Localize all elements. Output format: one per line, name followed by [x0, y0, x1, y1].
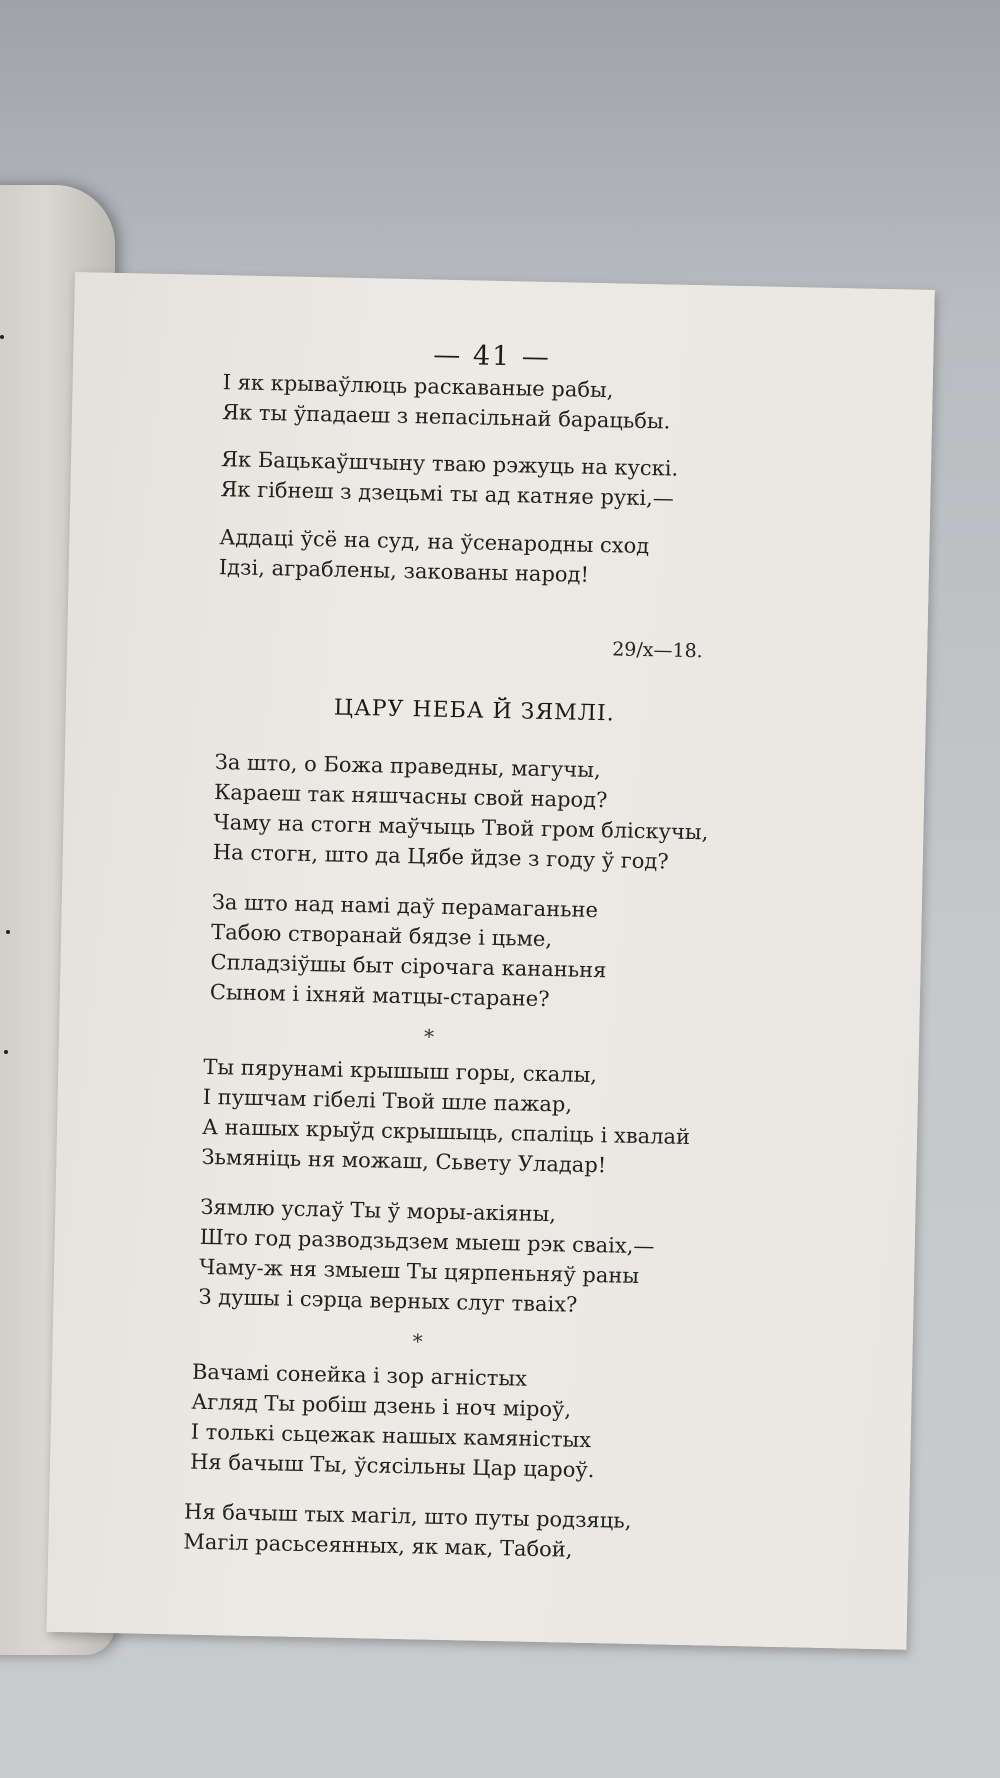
poem-date: 29/x—18.: [611, 638, 703, 663]
verse-line: Караеш так няшчасны свой народ?: [213, 780, 608, 813]
poem-title: ЦАРУ НЕБА Й ЗЯМЛІ.: [333, 695, 615, 727]
verse-line: Ты пярунамі крышыш горы, скалы,: [203, 1054, 598, 1088]
verse-line: А нашых крыўд скрышыць, спаліць і хвалай: [201, 1114, 691, 1150]
verse-line: Аддаці ўсё на суд, на ўсенародны сход: [219, 525, 650, 559]
verse-line: Як Бацькаўшчыну тваю рэжуць на кускі.: [220, 447, 679, 481]
verse-line: Вачамі сонейка і зор агністых: [191, 1359, 528, 1391]
ink-mark: [0, 335, 4, 339]
verse-line: Што год разводзьдзем мыеш рэк сваіх,—: [199, 1224, 655, 1259]
stanza-separator: *: [412, 1329, 423, 1354]
verse-line: На стогн, што да Цябе йдзе з году ў год?: [212, 840, 669, 874]
verse-line: Спладзіўшы быт сірочага кананьня: [210, 949, 607, 983]
verse-line: Зьмяніць ня можаш, Сьвету Уладар!: [201, 1144, 607, 1178]
verse-line: І як крываўлюць раскаваные рабы,: [222, 370, 614, 403]
ink-mark: [6, 930, 10, 934]
ink-mark: [4, 1050, 8, 1054]
verse-line: Зямлю услаў Ты ў моры-акіяны,: [200, 1194, 557, 1227]
verse-line: Магіл расьсеянных, як мак, Табой,: [183, 1529, 573, 1562]
verse-line: Як ты ўпадаеш з непасільнай барацьбы.: [221, 400, 671, 434]
verse-line: Ня бачыш Ты, ўсясільны Цар цароў.: [189, 1449, 595, 1483]
verse-line: З душы і сэрца верных слуг тваіх?: [198, 1284, 578, 1317]
verse-line: Табою створанай бядзе і цьме,: [210, 919, 553, 952]
verse-line: Чаму на стогн маўчыць Твой гром бліскучы,: [213, 810, 709, 845]
page-number: — 41 —: [433, 339, 552, 373]
book-page: [47, 272, 935, 1650]
verse-line: Агляд Ты робіш дзень і ноч міроў,: [191, 1389, 572, 1422]
verse-line: Ідзі, аграблены, закованы народ!: [218, 555, 590, 587]
verse-line: І пушчам гібелі Твой шле пажар,: [202, 1084, 573, 1117]
verse-line: Як гібнеш з дзецьмі ты ад катняе рукі,—: [220, 477, 675, 511]
verse-line: Ня бачыш тых магіл, што путы родзяць,: [183, 1499, 632, 1533]
verse-line: За што над намі даў перамаганьне: [211, 890, 599, 923]
verse-line: Чаму-ж ня змыеш Ты цярпеньняў раны: [198, 1254, 640, 1289]
verse-line: За што, о Божа праведны, магучы,: [214, 750, 601, 783]
stanza-separator: *: [423, 1024, 435, 1049]
verse-line: І толькі сьцежак нашых камяністых: [190, 1419, 592, 1453]
verse-line: Сыном і іхняй матцы-старане?: [209, 979, 550, 1012]
